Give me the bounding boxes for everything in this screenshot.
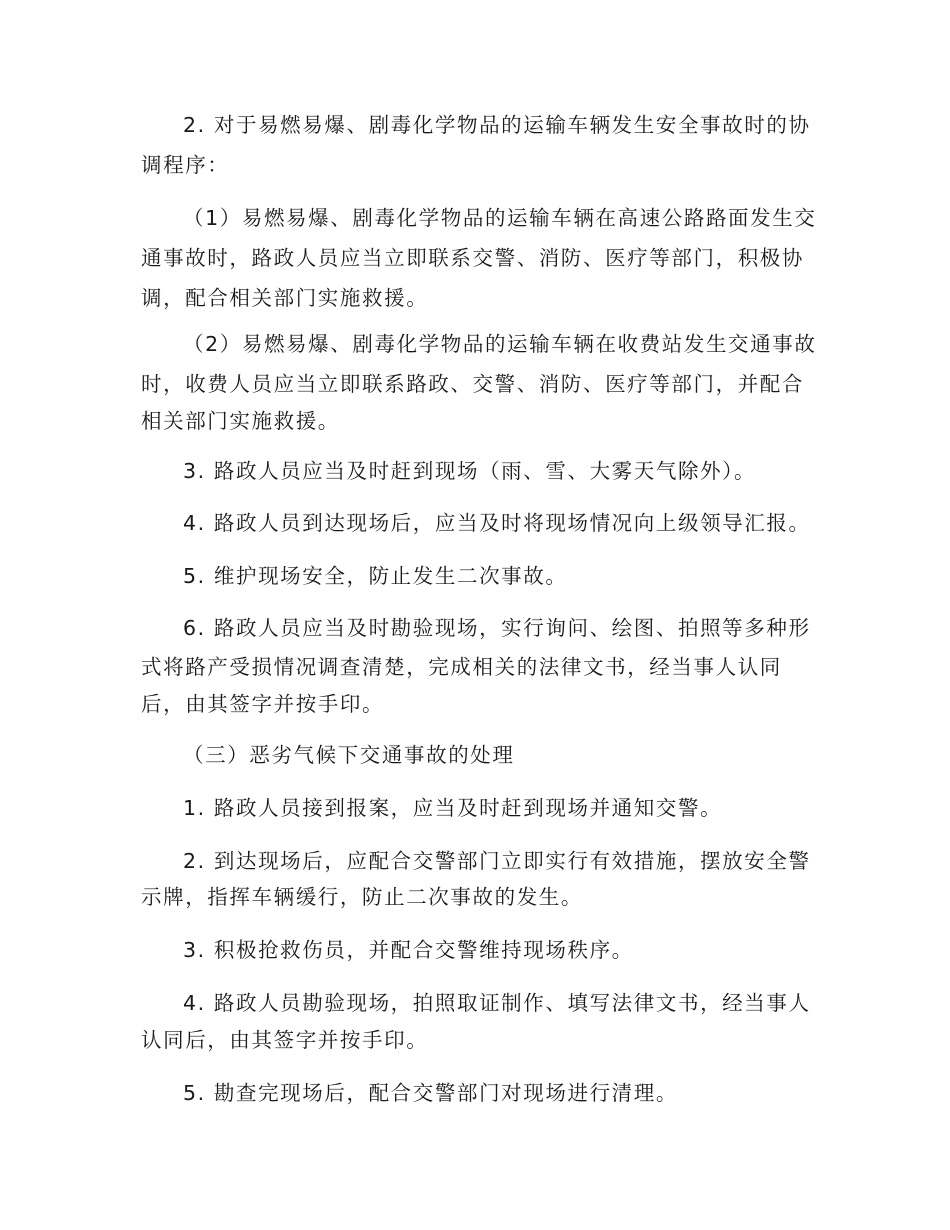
paragraph-line: 后，由其签字并按手印。 — [141, 692, 385, 716]
paragraph-line: 调程序： — [141, 153, 230, 177]
paragraph-line: 4. 路政人员勘验现场，拍照取证制作、填写法律文书，经当事人 — [183, 991, 811, 1015]
paragraph-line: 式将路产受损情况调查清楚，完成相关的法律文书，经当事人认同 — [141, 655, 782, 679]
paragraph-line: 相关部门实施救援。 — [141, 409, 340, 433]
paragraph-line: （1）易燃易爆、剧毒化学物品的运输车辆在高速公路路面发生交 — [183, 206, 817, 230]
paragraph-line: 5. 维护现场安全，防止发生二次事故。 — [183, 564, 568, 588]
paragraph-line: 6. 路政人员应当及时勘验现场，实行询问、绘图、拍照等多种形 — [183, 616, 811, 640]
paragraph-line: 5. 勘查完现场后，配合交警部门对现场进行清理。 — [183, 1081, 678, 1105]
paragraph-line: 4. 路政人员到达现场后，应当及时将现场情况向上级领导汇报。 — [183, 511, 811, 535]
paragraph-line: 示牌，指挥车辆缓行，防止二次事故的发生。 — [141, 885, 583, 909]
paragraph-line: 3. 路政人员应当及时赶到现场（雨、雪、大雾天气除外）。 — [183, 459, 757, 483]
paragraph-line: 3. 积极抢救伤员，并配合交警维持现场秩序。 — [183, 938, 634, 962]
paragraph-line: 2. 对于易燃易爆、剧毒化学物品的运输车辆发生安全事故时的协 — [183, 113, 811, 137]
section-heading: （三）恶劣气候下交通事故的处理 — [183, 743, 515, 767]
paragraph-line: 认同后，由其签字并按手印。 — [141, 1028, 429, 1052]
paragraph-line: 时，收费人员应当立即联系路政、交警、消防、医疗等部门，并配合 — [141, 372, 804, 396]
paragraph-line: （2）易燃易爆、剧毒化学物品的运输车辆在收费站发生交通事故 — [183, 332, 817, 356]
paragraph-line: 2. 到达现场后，应配合交警部门立即实行有效措施，摆放安全警 — [183, 849, 811, 873]
paragraph-line: 调，配合相关部门实施救援。 — [141, 286, 429, 310]
paragraph-line: 通事故时，路政人员应当立即联系交警、消防、医疗等部门，积极协 — [141, 246, 804, 270]
paragraph-line: 1. 路政人员接到报案，应当及时赶到现场并通知交警。 — [183, 796, 723, 820]
